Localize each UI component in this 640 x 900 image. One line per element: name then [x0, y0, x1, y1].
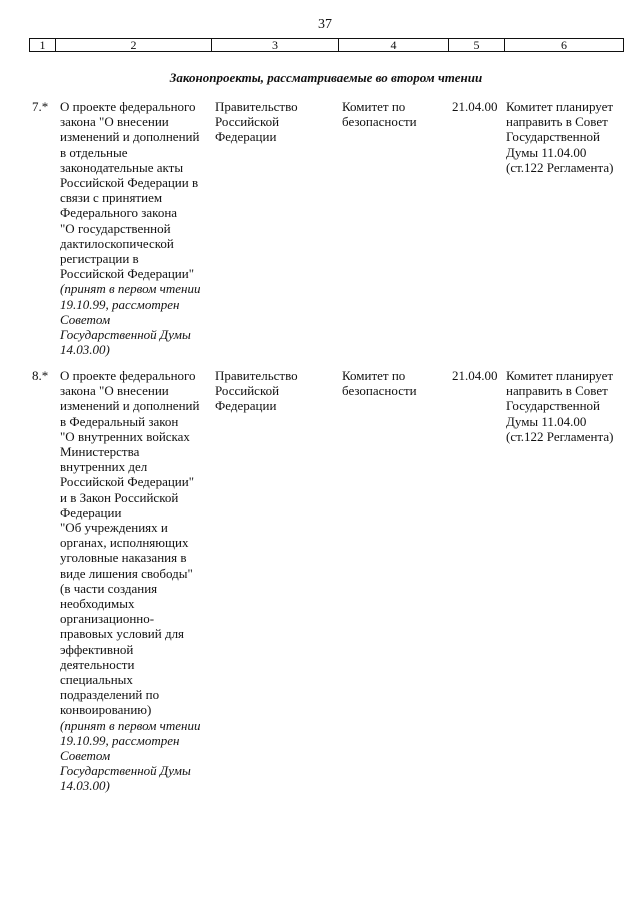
reading-note-line: Советом: [60, 311, 111, 327]
section-title: Законопроекты, рассматриваемые во втором чтении: [169, 70, 483, 85]
column-header-1: 1: [30, 39, 56, 51]
bill-title-line: конвоированию): [60, 702, 152, 718]
bill-title-line: "О государственной: [60, 220, 171, 236]
responsible-committee: [342, 368, 442, 398]
bill-title-line: Министерства: [60, 444, 140, 460]
reading-note-line: (принят в первом чтении: [60, 717, 201, 733]
reading-note: [60, 281, 210, 357]
bill-author: [215, 368, 335, 414]
bill-title-line: в отдельные: [60, 144, 128, 160]
reading-note-line: 19.10.99, рассмотрен: [60, 732, 180, 748]
consideration-date: 21.04.00: [452, 368, 498, 383]
bill-title-line: законодательные акты: [60, 159, 184, 175]
bill-title-line: деятельности: [60, 656, 135, 672]
action-line: направить в Совет: [506, 114, 608, 130]
bill-title-line: Российской Федерации в: [60, 175, 199, 191]
responsible-committee: [342, 99, 442, 129]
action-line: (ст.122 Регламента): [506, 428, 614, 444]
reading-note-line: 14.03.00): [60, 778, 110, 794]
author-line: Российской: [215, 383, 280, 399]
bill-title-line: "О внутренних войсках: [60, 428, 190, 444]
author-line: Федерации: [215, 398, 277, 414]
author-line: Правительство: [215, 368, 298, 383]
committee-line: Комитет по: [342, 368, 406, 383]
bill-title-line: Федерального закона: [60, 205, 178, 221]
consideration-date: 21.04.00: [452, 99, 498, 114]
reading-note-line: Советом: [60, 748, 111, 764]
action-line: Государственной: [506, 398, 601, 414]
column-header-2: 2: [56, 39, 212, 51]
bill-title-line: внутренних дел: [60, 459, 148, 475]
bill-title-line: в Федеральный закон: [60, 413, 179, 429]
action-line: Думы 11.04.00: [506, 144, 587, 160]
bill-title-line: изменений и дополнений: [60, 129, 200, 145]
committee-action: [506, 99, 624, 175]
bill-title-line: организационно-: [60, 611, 155, 627]
bill-title-line: О проекте федерального: [60, 99, 196, 114]
committee-line: безопасности: [342, 114, 417, 130]
column-header-6: 6: [561, 38, 567, 52]
committee-line: безопасности: [342, 383, 417, 399]
reading-note-line: Государственной Думы: [60, 763, 191, 779]
bill-title-line: закона "О внесении: [60, 383, 169, 399]
reading-note-line: 19.10.99, рассмотрен: [60, 296, 180, 312]
reading-note: [60, 718, 210, 794]
author-line: Российской: [215, 114, 280, 130]
action-line: Думы 11.04.00: [506, 413, 587, 429]
bill-title-line: связи с принятием: [60, 190, 163, 206]
bill-title-line: органах, исполняющих: [60, 535, 189, 551]
action-line: Государственной: [506, 129, 601, 145]
bill-title-line: регистрации в: [60, 251, 139, 267]
bill-title-line: дактилоскопической: [60, 235, 174, 251]
column-header-5: 5: [449, 39, 505, 51]
reading-note-line: 14.03.00): [60, 342, 110, 358]
column-header-row: [29, 38, 624, 52]
author-line: Правительство: [215, 99, 298, 114]
bill-author: [215, 99, 335, 145]
column-header-3: 3: [212, 39, 339, 51]
bill-title-line: Российской Федерации": [60, 266, 195, 282]
bill-title-line: О проекте федерального: [60, 368, 196, 383]
page-number: 37: [318, 17, 332, 32]
bill-title: [60, 368, 210, 794]
action-line: направить в Совет: [506, 383, 608, 399]
bill-title-line: Федерации: [60, 504, 122, 520]
bill-title-line: подразделений по: [60, 687, 160, 703]
bill-title-line: изменений и дополнений: [60, 398, 200, 414]
entry-number: 7.*: [32, 99, 49, 114]
action-line: Комитет планирует: [506, 99, 614, 114]
action-line: Комитет планирует: [506, 368, 614, 383]
action-line: (ст.122 Регламента): [506, 159, 614, 175]
bill-title-line: "Об учреждениях и: [60, 520, 168, 536]
bill-title-line: (в части создания: [60, 580, 158, 596]
bill-title-line: правовых условий для: [60, 626, 185, 642]
bill-title-line: и в Закон Российской: [60, 489, 179, 505]
bill-title-line: необходимых: [60, 596, 135, 612]
bill-title: [60, 99, 210, 357]
column-header-4: 4: [339, 39, 449, 51]
committee-action: [506, 368, 624, 444]
bill-title-line: специальных: [60, 672, 133, 688]
reading-note-line: (принят в первом чтении: [60, 281, 201, 297]
author-line: Федерации: [215, 129, 277, 145]
bill-title-line: закона "О внесении: [60, 114, 169, 130]
bill-title-line: виде лишения свободы": [60, 565, 193, 581]
bill-title-line: уголовные наказания в: [60, 550, 187, 566]
bill-title-line: Российской Федерации": [60, 474, 195, 490]
bill-title-line: эффективной: [60, 641, 134, 657]
committee-line: Комитет по: [342, 99, 406, 114]
reading-note-line: Государственной Думы: [60, 327, 191, 343]
entry-number: 8.*: [32, 368, 49, 383]
